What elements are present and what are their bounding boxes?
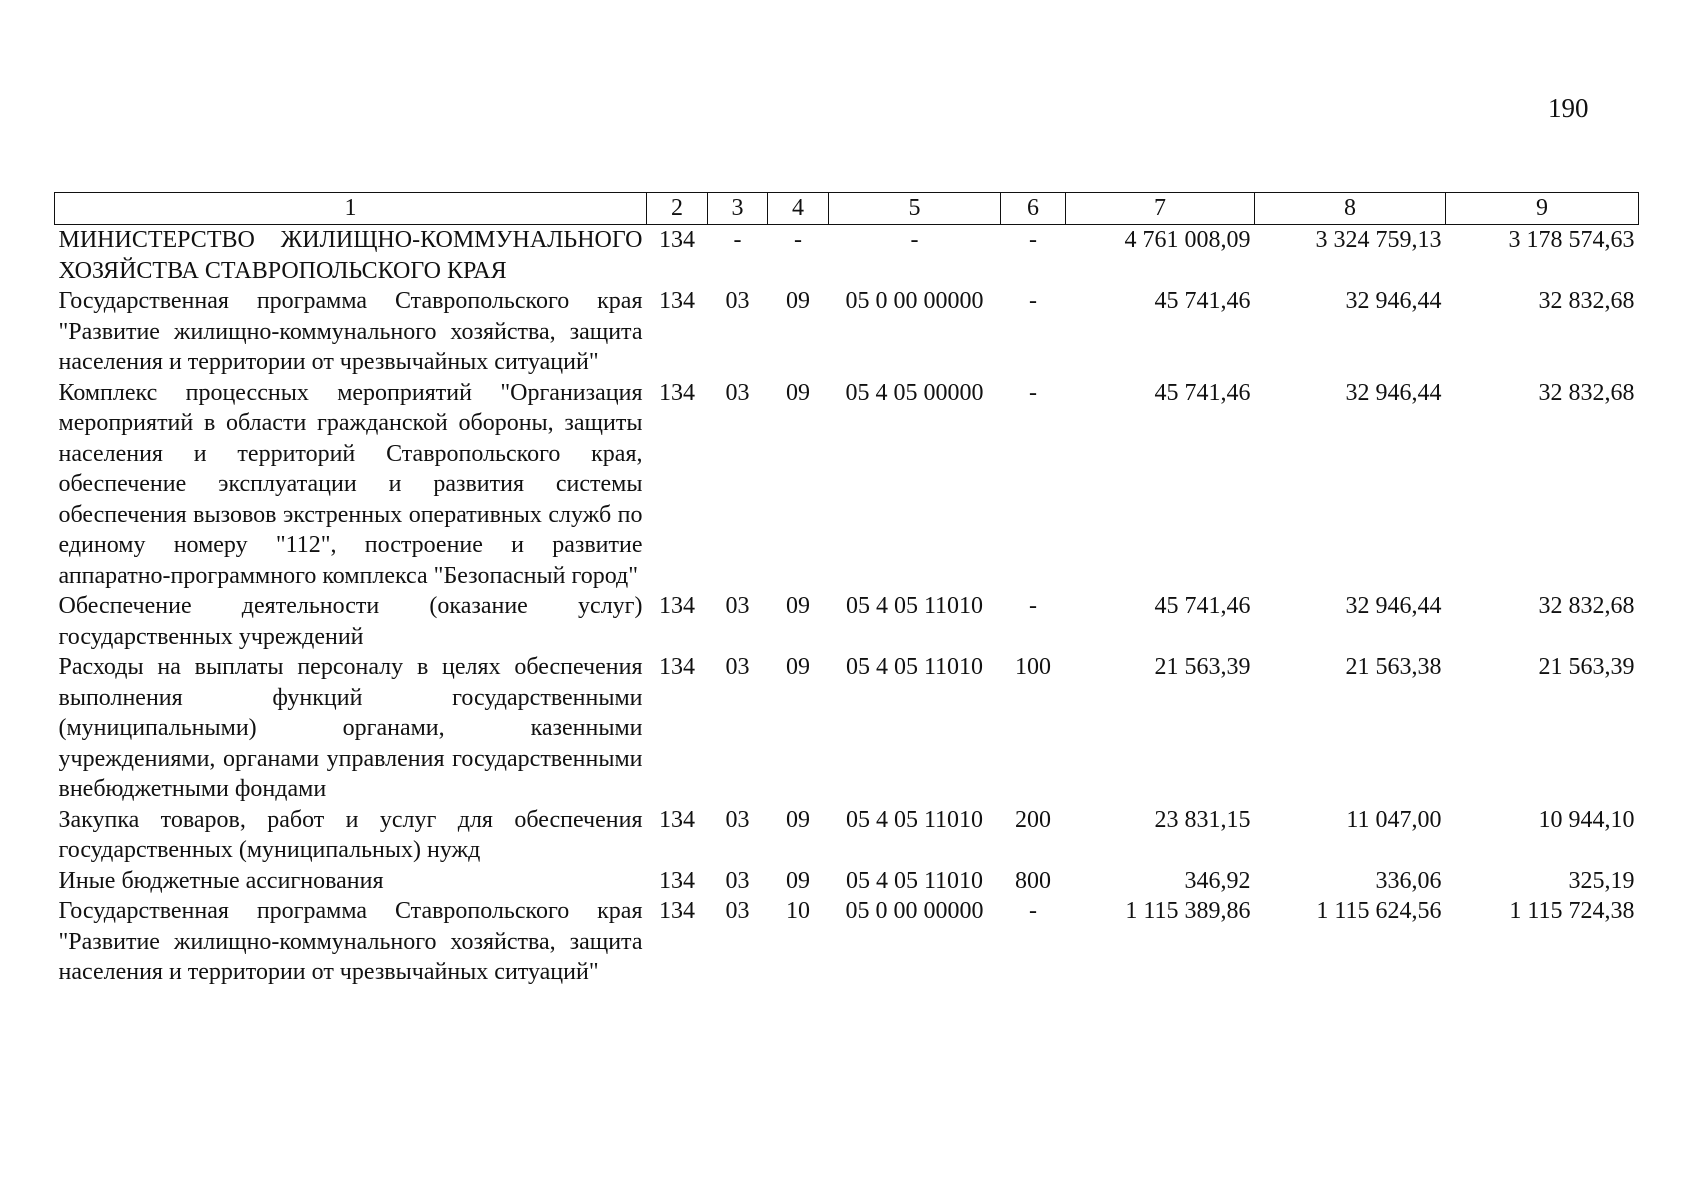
row-name: Иные бюджетные ассигнования <box>58 867 384 894</box>
amount-col8: 1 115 624,56 <box>1316 898 1442 924</box>
ministry-code: 134 <box>659 593 695 619</box>
subsection-code: - <box>794 227 802 253</box>
target-article-code: 05 4 05 00000 <box>845 379 984 406</box>
subsection-code: 09 <box>786 806 810 833</box>
amount-col8: 32 946,44 <box>1345 288 1442 314</box>
row-name: Расходы на выплаты персоналу в целях обеспечения выполнения функций государственными (муниципальными) органами, казенными учреждениями, органами управления государственными внебюджетными фондами <box>58 654 643 802</box>
amount-col8: 3 324 759,13 <box>1315 227 1442 253</box>
table-row <box>55 591 1639 652</box>
table-row <box>55 652 1639 805</box>
ministry-code: 134 <box>659 227 695 253</box>
amount-col7: 4 761 008,09 <box>1124 227 1251 253</box>
row-name: Обеспечение деятельности (оказание услуг) государственных учреждений <box>58 593 643 650</box>
column-number: 1 <box>55 193 647 225</box>
table-row <box>55 866 1639 897</box>
target-article-code: 05 4 05 11010 <box>845 654 984 680</box>
amount-col9: 10 944,10 <box>1538 806 1635 833</box>
expense-type-code: - <box>1029 593 1037 619</box>
row-name: Государственная программа Ставропольского края "Развитие жилищно-коммунального хозяйства, защита населения и территории от чрезвычайных ситуаций" <box>58 288 643 375</box>
section-code: 03 <box>725 898 750 924</box>
row-name: Государственная программа Ставропольского края "Развитие жилищно-коммунального хозяйства, защита населения и территории от чрезвычайных ситуаций" <box>58 898 643 985</box>
target-article-code: 05 0 00 00000 <box>845 288 984 314</box>
row-name: Закупка товаров, работ и услуг для обеспечения государственных (муниципальных) нужд <box>58 806 643 863</box>
table-row <box>55 805 1639 866</box>
ministry-code: 134 <box>659 654 695 680</box>
subsection-code: 09 <box>786 288 810 314</box>
amount-col8: 21 563,38 <box>1345 654 1442 680</box>
amount-col9: 32 832,68 <box>1538 288 1635 314</box>
subsection-code: 09 <box>786 867 810 894</box>
amount-col7: 45 741,46 <box>1154 593 1251 619</box>
ministry-code: 134 <box>659 288 695 314</box>
ministry-code: 134 <box>659 379 695 406</box>
column-number: 2 <box>647 193 708 225</box>
amount-col7: 346,92 <box>1184 867 1251 894</box>
section-code: 03 <box>725 593 750 619</box>
section-code: 03 <box>725 806 750 833</box>
target-article-code: 05 4 05 11010 <box>845 806 984 833</box>
amount-col9: 3 178 574,63 <box>1508 227 1635 253</box>
section-code: 03 <box>725 654 750 680</box>
section-code: - <box>733 227 742 253</box>
amount-col8: 32 946,44 <box>1345 593 1442 619</box>
expense-type-code: - <box>1029 898 1037 924</box>
amount-col8: 32 946,44 <box>1345 379 1442 406</box>
section-code: 03 <box>725 379 750 406</box>
ministry-code: 134 <box>659 898 695 924</box>
column-number-row <box>55 193 1639 225</box>
expense-type-code: - <box>1029 288 1037 314</box>
expense-type-code: - <box>1029 227 1037 253</box>
section-code: 03 <box>725 288 750 314</box>
column-number: 9 <box>1446 193 1639 225</box>
amount-col9: 21 563,39 <box>1538 654 1635 680</box>
ministry-code: 134 <box>659 867 695 894</box>
table-row <box>55 378 1639 592</box>
expense-type-code: 100 <box>1015 654 1051 680</box>
amount-col9: 325,19 <box>1568 867 1635 894</box>
section-code: 03 <box>725 867 750 894</box>
row-name: Комплекс процессных мероприятий "Организация мероприятий в области гражданской обороны, защиты населения и территорий Ставропольского края, обеспечение эксплуатации и развития системы обеспечения вызовов экстренных оперативных служб по единому номеру "112", построение и развитие аппаратно-программного комплекса "Безопасный город" <box>58 379 643 589</box>
amount-col9: 32 832,68 <box>1538 593 1635 619</box>
subsection-code: 10 <box>786 898 810 924</box>
subsection-code: 09 <box>786 379 810 406</box>
target-article-code: 05 4 05 11010 <box>845 867 984 894</box>
target-article-code: 05 0 00 00000 <box>845 898 984 924</box>
subsection-code: 09 <box>786 593 810 619</box>
column-number: 7 <box>1066 193 1255 225</box>
ministry-code: 134 <box>659 806 695 833</box>
page-number: 190 <box>1548 93 1589 123</box>
amount-col7: 45 741,46 <box>1154 379 1251 406</box>
table-row <box>55 225 1639 287</box>
column-number: 8 <box>1255 193 1446 225</box>
table-row <box>55 896 1639 988</box>
column-number: 6 <box>1001 193 1066 225</box>
budget-table <box>54 192 1639 988</box>
target-article-code: - <box>910 227 919 253</box>
row-name: МИНИСТЕРСТВО ЖИЛИЩНО-КОММУНАЛЬНОГО ХОЗЯЙСТВА СТАВРОПОЛЬСКОГО КРАЯ <box>58 227 643 284</box>
amount-col9: 32 832,68 <box>1538 379 1635 406</box>
amount-col9: 1 115 724,38 <box>1509 898 1635 924</box>
column-number: 3 <box>708 193 768 225</box>
amount-col7: 21 563,39 <box>1154 654 1251 680</box>
expense-type-code: 800 <box>1015 867 1051 894</box>
table-row <box>55 286 1639 378</box>
column-number: 5 <box>829 193 1001 225</box>
column-number: 4 <box>768 193 829 225</box>
amount-col7: 45 741,46 <box>1154 288 1251 314</box>
amount-col8: 336,06 <box>1375 867 1442 894</box>
expense-type-code: - <box>1029 379 1037 406</box>
subsection-code: 09 <box>786 654 810 680</box>
amount-col7: 23 831,15 <box>1154 806 1251 833</box>
target-article-code: 05 4 05 11010 <box>845 593 984 619</box>
amount-col7: 1 115 389,86 <box>1125 898 1251 924</box>
amount-col8: 11 047,00 <box>1346 806 1442 833</box>
expense-type-code: 200 <box>1015 806 1051 833</box>
